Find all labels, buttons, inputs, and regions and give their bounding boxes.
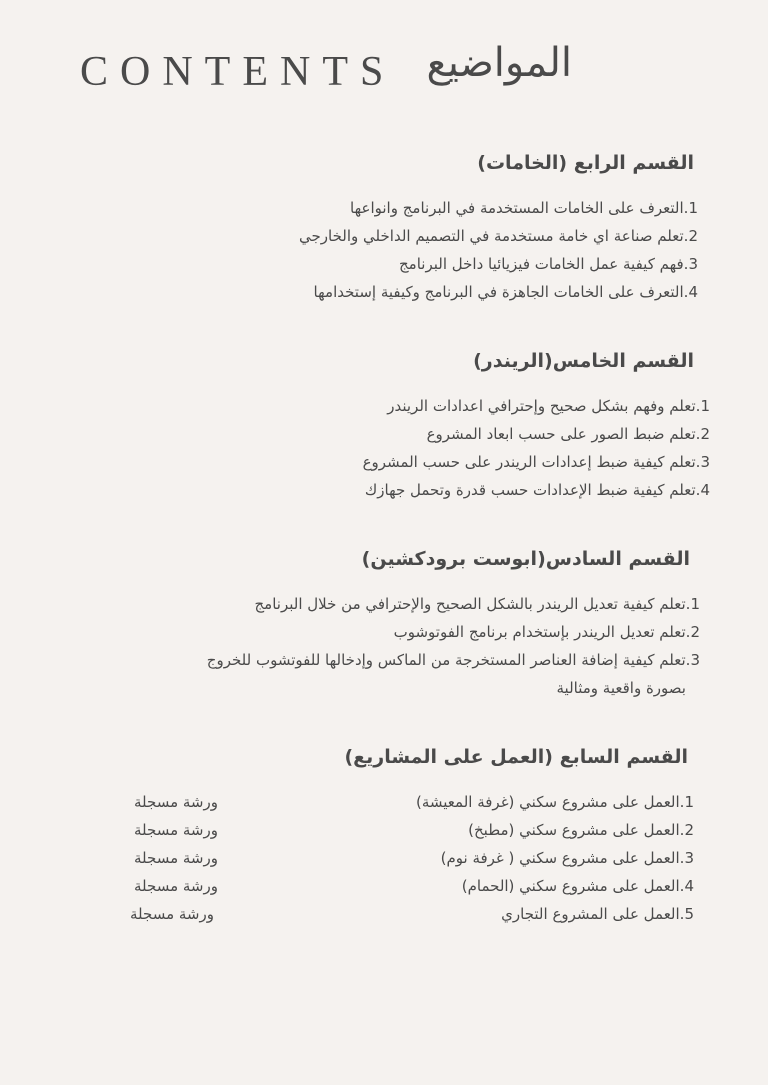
section-heading: القسم الخامس(الريندر) xyxy=(473,350,694,372)
list-item xyxy=(363,392,710,420)
item-number: 5. xyxy=(679,905,694,923)
title-english: CONTENTS xyxy=(80,49,396,95)
section-items xyxy=(130,788,694,928)
item-text: تعلم ضبط الصور على حسب ابعاد المشروع xyxy=(426,425,696,443)
item-text: تعلم صناعة اي خامة مستخدمة في التصميم الداخلي والخارجي xyxy=(299,227,684,245)
item-number: 1. xyxy=(683,199,698,217)
item-number: 4. xyxy=(695,481,710,499)
section-heading: القسم الرابع (الخامات) xyxy=(477,152,694,174)
item-text: التعرف على الخامات المستخدمة في البرنامج وانواعها xyxy=(350,199,684,217)
item-text: العمل على مشروع سكني (مطبخ) xyxy=(468,821,680,839)
list-item-continuation: بصورة واقعية ومثالية xyxy=(556,679,686,697)
item-number: 4. xyxy=(683,283,698,301)
list-item xyxy=(363,476,710,504)
list-item xyxy=(299,194,698,222)
list-item xyxy=(299,222,698,250)
item-text: تعلم كيفية ضبط إعدادات الريندر على حسب المشروع xyxy=(362,453,696,471)
list-item xyxy=(134,844,694,872)
list-item xyxy=(207,618,700,646)
item-text: تعلم وفهم بشكل صحيح وإحترافي اعدادات الريندر xyxy=(387,397,696,415)
item-number: 3. xyxy=(683,255,698,273)
item-number: 1. xyxy=(695,397,710,415)
section-heading: القسم السابع (العمل على المشاريع) xyxy=(344,746,688,768)
page-title xyxy=(80,40,580,104)
item-number: 1. xyxy=(679,793,694,811)
item-text: التعرف على الخامات الجاهزة في البرنامج وكيفية إستخدامها xyxy=(313,283,684,301)
list-item xyxy=(134,788,694,816)
section-post-production xyxy=(206,548,700,702)
item-text: تعلم كيفية إضافة العناصر المستخرجة من الماكس وإدخالها للفوتشوب للخروج xyxy=(206,651,686,669)
item-text: العمل على مشروع سكني (غرفة المعيشة) xyxy=(416,793,680,811)
item-text: تعلم تعديل الريندر بإستخدام برنامج الفوتوشوب xyxy=(393,623,686,641)
workshop-status: ورشة مسجلة xyxy=(134,877,218,895)
workshop-status: ورشة مسجلة xyxy=(134,821,218,839)
section-items xyxy=(363,392,710,504)
list-item xyxy=(130,900,694,928)
section-render xyxy=(362,350,710,504)
item-number: 1. xyxy=(685,595,700,613)
list-item xyxy=(134,816,694,844)
item-number: 3. xyxy=(695,453,710,471)
list-item xyxy=(207,646,700,674)
workshop-status: ورشة مسجلة xyxy=(134,849,218,867)
list-item xyxy=(363,448,710,476)
workshop-status: ورشة مسجلة xyxy=(130,905,214,923)
item-text: تعلم كيفية تعديل الريندر بالشكل الصحيح والإحترافي من خلال البرنامج xyxy=(254,595,686,613)
workshop-status: ورشة مسجلة xyxy=(134,793,218,811)
item-text: فهم كيفية عمل الخامات فيزيائيا داخل البرنامج xyxy=(399,255,684,273)
section-projects xyxy=(130,746,694,928)
section-items xyxy=(207,590,700,702)
section-items xyxy=(299,194,698,306)
item-number: 2. xyxy=(695,425,710,443)
list-item xyxy=(299,278,698,306)
item-text: تعلم كيفية ضبط الإعدادات حسب قدرة وتحمل جهازك xyxy=(364,481,696,499)
item-number: 3. xyxy=(679,849,694,867)
section-materials xyxy=(299,152,698,306)
title-arabic: المواضيع xyxy=(426,40,572,86)
item-number: 4. xyxy=(679,877,694,895)
item-number: 2. xyxy=(683,227,698,245)
item-number: 2. xyxy=(679,821,694,839)
list-item xyxy=(207,590,700,618)
item-text: العمل على المشروع التجاري xyxy=(501,905,680,923)
list-item xyxy=(299,250,698,278)
item-number: 3. xyxy=(685,651,700,669)
item-number: 2. xyxy=(685,623,700,641)
item-text: العمل على مشروع سكني (الحمام) xyxy=(461,877,680,895)
item-text: العمل على مشروع سكني ( غرفة نوم) xyxy=(440,849,680,867)
list-item xyxy=(363,420,710,448)
section-heading: القسم السادس(ابوست برودكشين) xyxy=(361,548,690,570)
list-item xyxy=(134,872,694,900)
